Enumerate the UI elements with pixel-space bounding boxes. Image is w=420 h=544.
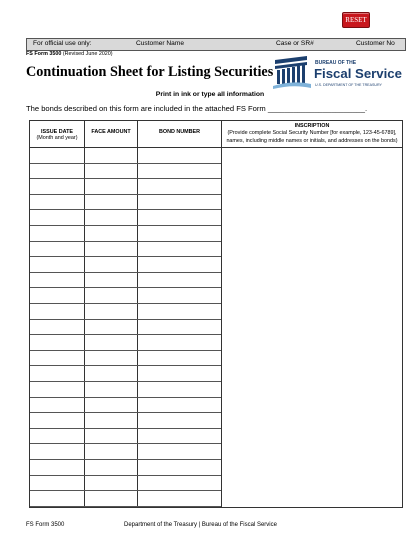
official-use-label: For official use only: [33, 40, 92, 47]
table-row[interactable] [30, 303, 221, 304]
table-row[interactable] [30, 365, 221, 366]
issue-date-header: ISSUE DATE (Month and year) [30, 129, 84, 141]
table-row[interactable] [30, 241, 221, 242]
table-row[interactable] [30, 194, 221, 195]
case-or-sr-label[interactable]: Case or SR# [276, 40, 314, 47]
table-row[interactable] [30, 272, 221, 273]
form-revised: (Revised June 2020) [62, 51, 113, 57]
table-row[interactable] [30, 412, 221, 413]
table-row[interactable] [30, 256, 221, 257]
print-instruction: Print in ink or type all information [155, 91, 265, 98]
form-number: FS Form 3500 [26, 51, 62, 57]
table-row[interactable] [30, 163, 221, 164]
table-row[interactable] [30, 209, 221, 210]
table-row[interactable] [30, 178, 221, 179]
table-row[interactable] [30, 506, 221, 507]
customer-name-label[interactable]: Customer Name [136, 40, 185, 47]
logo-dept-text: U.S. DEPARTMENT OF THE TREASURY [315, 83, 382, 87]
table-row[interactable] [30, 475, 221, 476]
footer-form-number: FS Form 3500 [26, 522, 65, 528]
table-row[interactable] [30, 381, 221, 382]
table-row[interactable] [30, 319, 221, 320]
table-row[interactable] [30, 490, 221, 491]
face-amount-header: FACE AMOUNT [91, 129, 131, 135]
form-id [26, 51, 113, 57]
logo-fiscal-text: Fiscal Service [314, 66, 402, 81]
table-row[interactable] [30, 287, 221, 288]
table-row[interactable] [30, 397, 221, 398]
table-row[interactable] [30, 459, 221, 460]
logo-bureau-text: BUREAU OF THE [315, 60, 357, 66]
page-title: Continuation Sheet for Listing Securities [26, 64, 274, 80]
inscription-header [222, 123, 402, 145]
table-row[interactable] [30, 443, 221, 444]
table-row[interactable] [30, 350, 221, 351]
inscription-title: INSCRIPTION [294, 123, 330, 129]
fiscal-service-logo [271, 54, 406, 90]
table-row[interactable] [30, 334, 221, 335]
issue-date-sub: (Month and year) [36, 135, 78, 141]
footer-department: Department of the Treasury | Bureau of the Fiscal Service [124, 522, 277, 528]
reset-button[interactable]: RESET [342, 12, 370, 28]
inscription-instructions: (Provide complete Social Security Number [for example, 123-45-6789], names, including middle names or initials, and addresses on the bonds) [226, 130, 398, 144]
bonds-form-reference[interactable]: The bonds described on this form are included in the attached FS Form _______________________. [26, 104, 368, 113]
customer-no-label[interactable]: Customer No [356, 40, 395, 47]
col-divider [221, 121, 222, 507]
bond-number-header: BOND NUMBER [158, 129, 201, 135]
securities-table [29, 120, 403, 508]
treasury-building-icon [271, 54, 406, 90]
table-row[interactable] [30, 225, 221, 226]
official-use-bar [26, 38, 406, 51]
header-divider [30, 147, 402, 148]
table-row[interactable] [30, 428, 221, 429]
